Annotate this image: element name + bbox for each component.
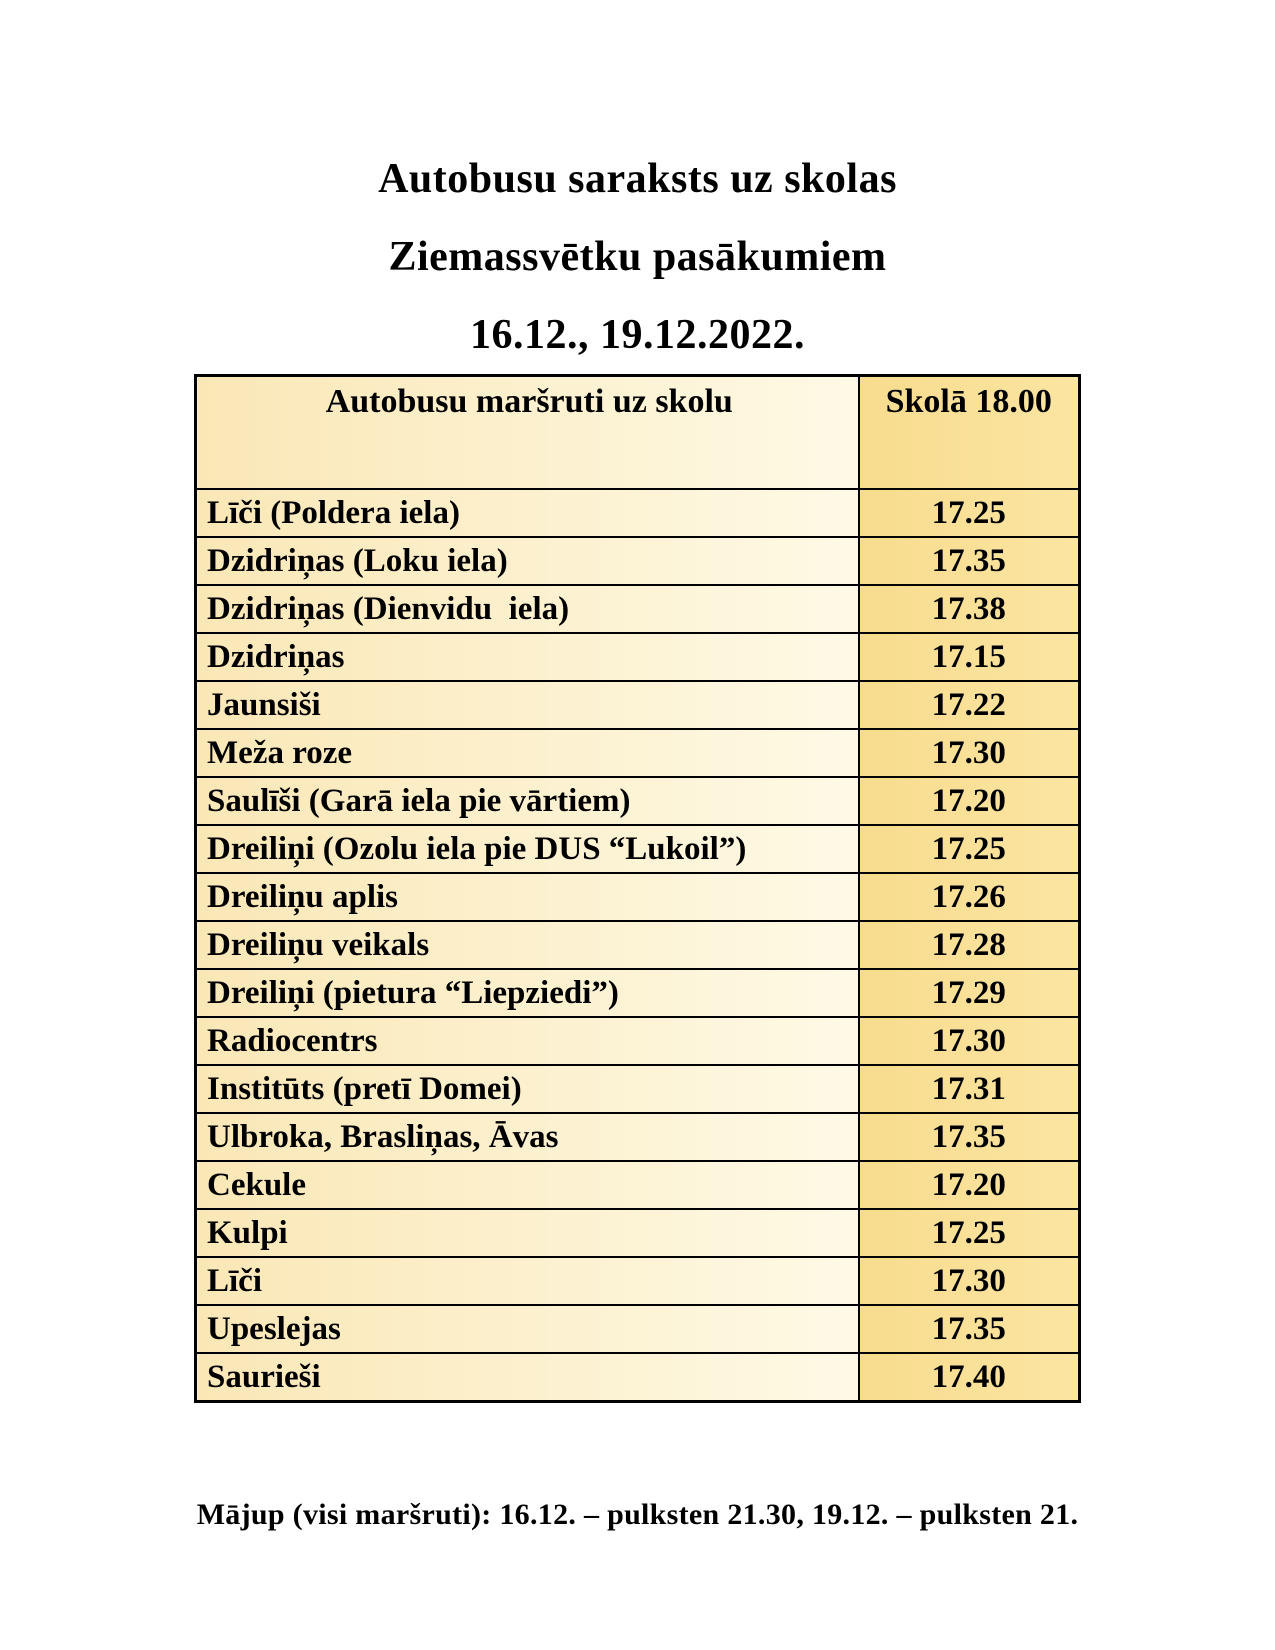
route-cell: Radiocentrs bbox=[196, 1017, 859, 1065]
route-cell: Dzidriņas bbox=[196, 633, 859, 681]
route-cell: Līči bbox=[196, 1257, 859, 1305]
route-cell: Dzidriņas (Loku iela) bbox=[196, 537, 859, 585]
table-row bbox=[196, 681, 1080, 729]
table-row bbox=[196, 633, 1080, 681]
route-cell: Dreiliņi (Ozolu iela pie DUS “Lukoil”) bbox=[196, 825, 859, 873]
time-column-header: Skolā 18.00 bbox=[859, 376, 1080, 490]
time-cell: 17.35 bbox=[859, 1113, 1080, 1161]
table-row bbox=[196, 489, 1080, 537]
time-cell: 17.25 bbox=[859, 825, 1080, 873]
time-cell: 17.20 bbox=[859, 1161, 1080, 1209]
table-row bbox=[196, 1017, 1080, 1065]
time-cell: 17.31 bbox=[859, 1065, 1080, 1113]
time-cell: 17.35 bbox=[859, 1305, 1080, 1353]
table-header-row bbox=[196, 376, 1080, 490]
document-title-block bbox=[0, 0, 1275, 374]
table-row bbox=[196, 1305, 1080, 1353]
route-cell: Dreiliņu aplis bbox=[196, 873, 859, 921]
route-cell: Kulpi bbox=[196, 1209, 859, 1257]
schedule-rows bbox=[196, 376, 1080, 1402]
title-line-3: 16.12., 19.12.2022. bbox=[470, 312, 805, 358]
route-cell: Saurieši bbox=[196, 1353, 859, 1402]
time-cell: 17.26 bbox=[859, 873, 1080, 921]
time-cell: 17.25 bbox=[859, 1209, 1080, 1257]
time-cell: 17.35 bbox=[859, 537, 1080, 585]
table-row bbox=[196, 1353, 1080, 1402]
title-line-1: Autobusu saraksts uz skolas bbox=[378, 156, 897, 202]
route-cell: Meža roze bbox=[196, 729, 859, 777]
routes-column-header: Autobusu maršruti uz skolu bbox=[196, 376, 859, 490]
bus-schedule-table bbox=[194, 374, 1081, 1403]
route-cell: Jaunsiši bbox=[196, 681, 859, 729]
time-cell: 17.38 bbox=[859, 585, 1080, 633]
table-row bbox=[196, 1065, 1080, 1113]
time-cell: 17.30 bbox=[859, 729, 1080, 777]
time-cell: 17.25 bbox=[859, 489, 1080, 537]
time-cell: 17.30 bbox=[859, 1257, 1080, 1305]
route-cell: Institūts (pretī Domei) bbox=[196, 1065, 859, 1113]
table-row bbox=[196, 585, 1080, 633]
route-cell: Dreiliņi (pietura “Liepziedi”) bbox=[196, 969, 859, 1017]
route-cell: Ulbroka, Brasliņas, Āvas bbox=[196, 1113, 859, 1161]
table-row bbox=[196, 873, 1080, 921]
time-cell: 17.22 bbox=[859, 681, 1080, 729]
time-cell: 17.28 bbox=[859, 921, 1080, 969]
table-row bbox=[196, 1161, 1080, 1209]
table-row bbox=[196, 1113, 1080, 1161]
route-cell: Saulīši (Garā iela pie vārtiem) bbox=[196, 777, 859, 825]
route-cell: Līči (Poldera iela) bbox=[196, 489, 859, 537]
time-cell: 17.40 bbox=[859, 1353, 1080, 1402]
table-row bbox=[196, 825, 1080, 873]
time-cell: 17.29 bbox=[859, 969, 1080, 1017]
route-cell: Cekule bbox=[196, 1161, 859, 1209]
time-cell: 17.15 bbox=[859, 633, 1080, 681]
footer-note: Mājup (visi maršruti): 16.12. – pulksten 21.30, 19.12. – pulksten 21. bbox=[196, 1498, 1079, 1531]
table-row bbox=[196, 537, 1080, 585]
table-row bbox=[196, 969, 1080, 1017]
route-cell: Dreiliņu veikals bbox=[196, 921, 859, 969]
table-row bbox=[196, 729, 1080, 777]
title-line-2: Ziemassvētku pasākumiem bbox=[388, 234, 887, 280]
table-row bbox=[196, 777, 1080, 825]
table-row bbox=[196, 921, 1080, 969]
time-cell: 17.20 bbox=[859, 777, 1080, 825]
route-cell: Upeslejas bbox=[196, 1305, 859, 1353]
route-cell: Dzidriņas (Dienvidu iela) bbox=[196, 585, 859, 633]
table-row bbox=[196, 1209, 1080, 1257]
table-row bbox=[196, 1257, 1080, 1305]
time-cell: 17.30 bbox=[859, 1017, 1080, 1065]
